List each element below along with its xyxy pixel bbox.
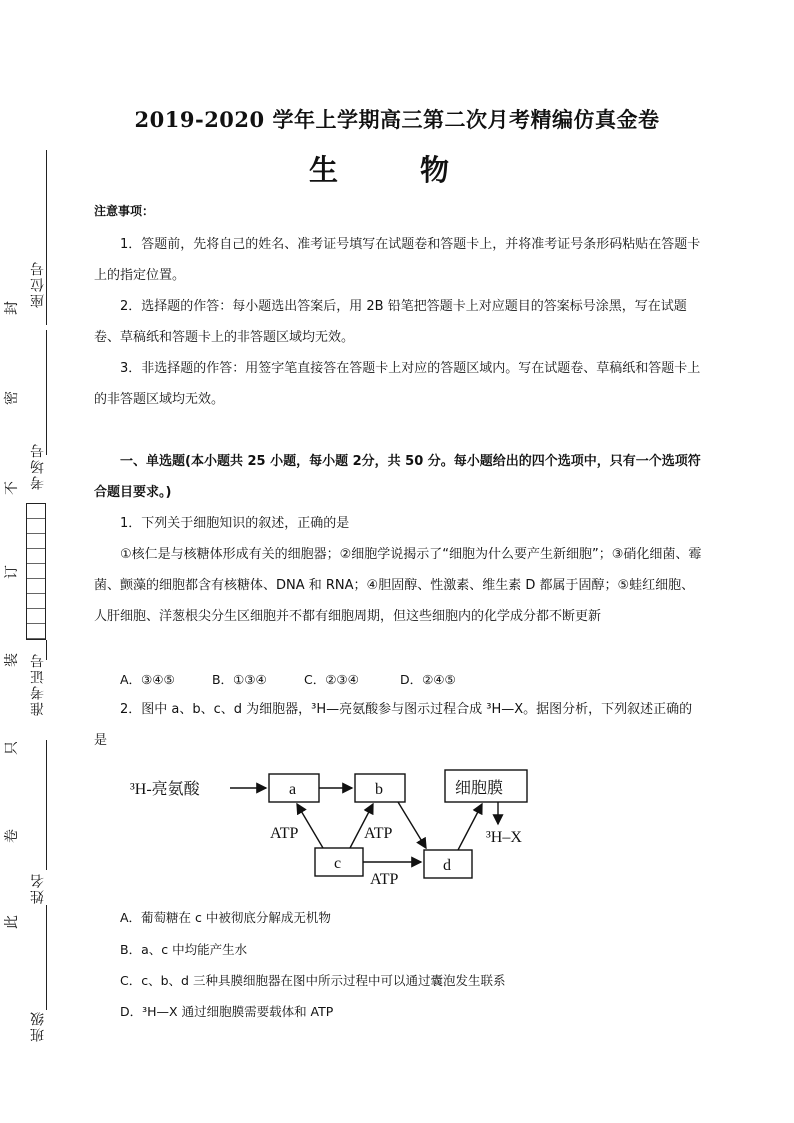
- label-b: b: [375, 781, 383, 798]
- exam-title: 2019-2020 学年上学期高三第二次月考精编仿真金卷: [134, 107, 660, 132]
- q1-stem: 1．下列关于细胞知识的叙述，正确的是: [120, 516, 350, 531]
- q2-option-c: C．c、b、d 三种具膜细胞器在图中所示过程中可以通过囊泡发生联系: [120, 973, 506, 988]
- subject-title: 生 物: [308, 153, 486, 187]
- notice-item-1: 1．答题前，先将自己的姓名、准考证号填写在试题卷和答题卡上，并将准考证号条形码粘贴在答题卡上的指定位置。: [94, 237, 701, 283]
- notice-item-3: 3．非选择题的作答：用签字笔直接答在答题卡上对应的答题区域内。写在试题卷、草稿纸和答题卡上的非答题区域均无效。: [94, 361, 701, 407]
- notice-item-2: 2．选择题的作答：每小题选出答案后，用 2B 铅笔把答题卡上对应题目的答案标号涂黑，写在试题卷、草稿纸和答题卡上的非答题区域均无效。: [94, 299, 687, 345]
- seal-char-2: 密: [4, 391, 20, 405]
- q1-statements: ①核仁是与核糖体形成有关的细胞器；②细胞学说揭示了“细胞为什么要产生新细胞”；③硝化细菌、霉菌、颤藻的细胞都含有核糖体、DNA 和 RNA；④胆固醇、性激素、维生素 D 都属于固醇；⑤蛙红细胞、人肝细胞、洋葱根尖分生区细胞并不都有细胞周期，但这些细胞内的化学成分都不断更新: [94, 547, 702, 624]
- label-atp-2: ATP: [364, 825, 393, 842]
- q1-option-b: B．①③④: [211, 672, 267, 687]
- admission-number-grid: [26, 503, 46, 640]
- seal-char-3: 不: [4, 481, 20, 495]
- label-product: ³H–X: [486, 829, 522, 846]
- arrow-c-a: [297, 804, 323, 848]
- q1-option-d: D．②④⑤: [399, 672, 456, 687]
- q2-option-d: D．³H—X 通过细胞膜需要载体和 ATP: [120, 1004, 334, 1019]
- q2-stem: 2．图中 a、b、c、d 为细胞器，³H—亮氨酸参与图示过程合成 ³H—X。据图分析，下列叙述正确的是: [94, 702, 693, 748]
- q1-option-c: C．②③④: [303, 672, 359, 687]
- arrow-d-membrane: [458, 804, 482, 850]
- label-class: 班级: [30, 1010, 46, 1042]
- label-a: a: [289, 781, 297, 798]
- label-seat-number: 座位号: [30, 260, 46, 308]
- label-atp-1: ATP: [270, 825, 299, 842]
- q2-option-a: A．葡萄糖在 c 中被彻底分解成无机物: [120, 910, 331, 925]
- q1-options: [120, 670, 456, 688]
- label-admission-number: 准考证号: [30, 652, 46, 716]
- label-exam-room: 考场号: [30, 442, 46, 490]
- section-heading: 一、单选题(本小题共 25 小题，每小题 2分，共 50 分。每小题给出的四个选项中，只有一个选项符合题目要求。): [94, 454, 701, 500]
- q1-option-a: A．③④⑤: [120, 672, 175, 687]
- seal-char-6: 只: [4, 741, 20, 755]
- label-name: 姓名: [30, 872, 46, 904]
- q2-option-b: B．a、c 中均能产生水: [120, 942, 248, 957]
- seal-char-7: 卷: [4, 829, 20, 843]
- label-atp-3: ATP: [370, 871, 399, 888]
- label-cell-membrane: 细胞膜: [455, 780, 504, 797]
- arrow-b-d: [398, 802, 426, 848]
- organelle-flow-diagram: [130, 762, 550, 892]
- label-leucine: ³H-亮氨酸: [130, 781, 200, 798]
- seal-char-1: 封: [4, 301, 20, 315]
- seal-char-8: 此: [4, 915, 20, 929]
- line-class: [46, 905, 47, 1010]
- seal-char-4: 订: [4, 565, 20, 579]
- line-name: [46, 740, 47, 870]
- seal-char-5: 装: [4, 653, 20, 667]
- line-room: [46, 330, 47, 455]
- notice-heading: 注意事项：: [94, 204, 155, 218]
- label-c: c: [334, 855, 342, 872]
- label-d: d: [443, 857, 451, 874]
